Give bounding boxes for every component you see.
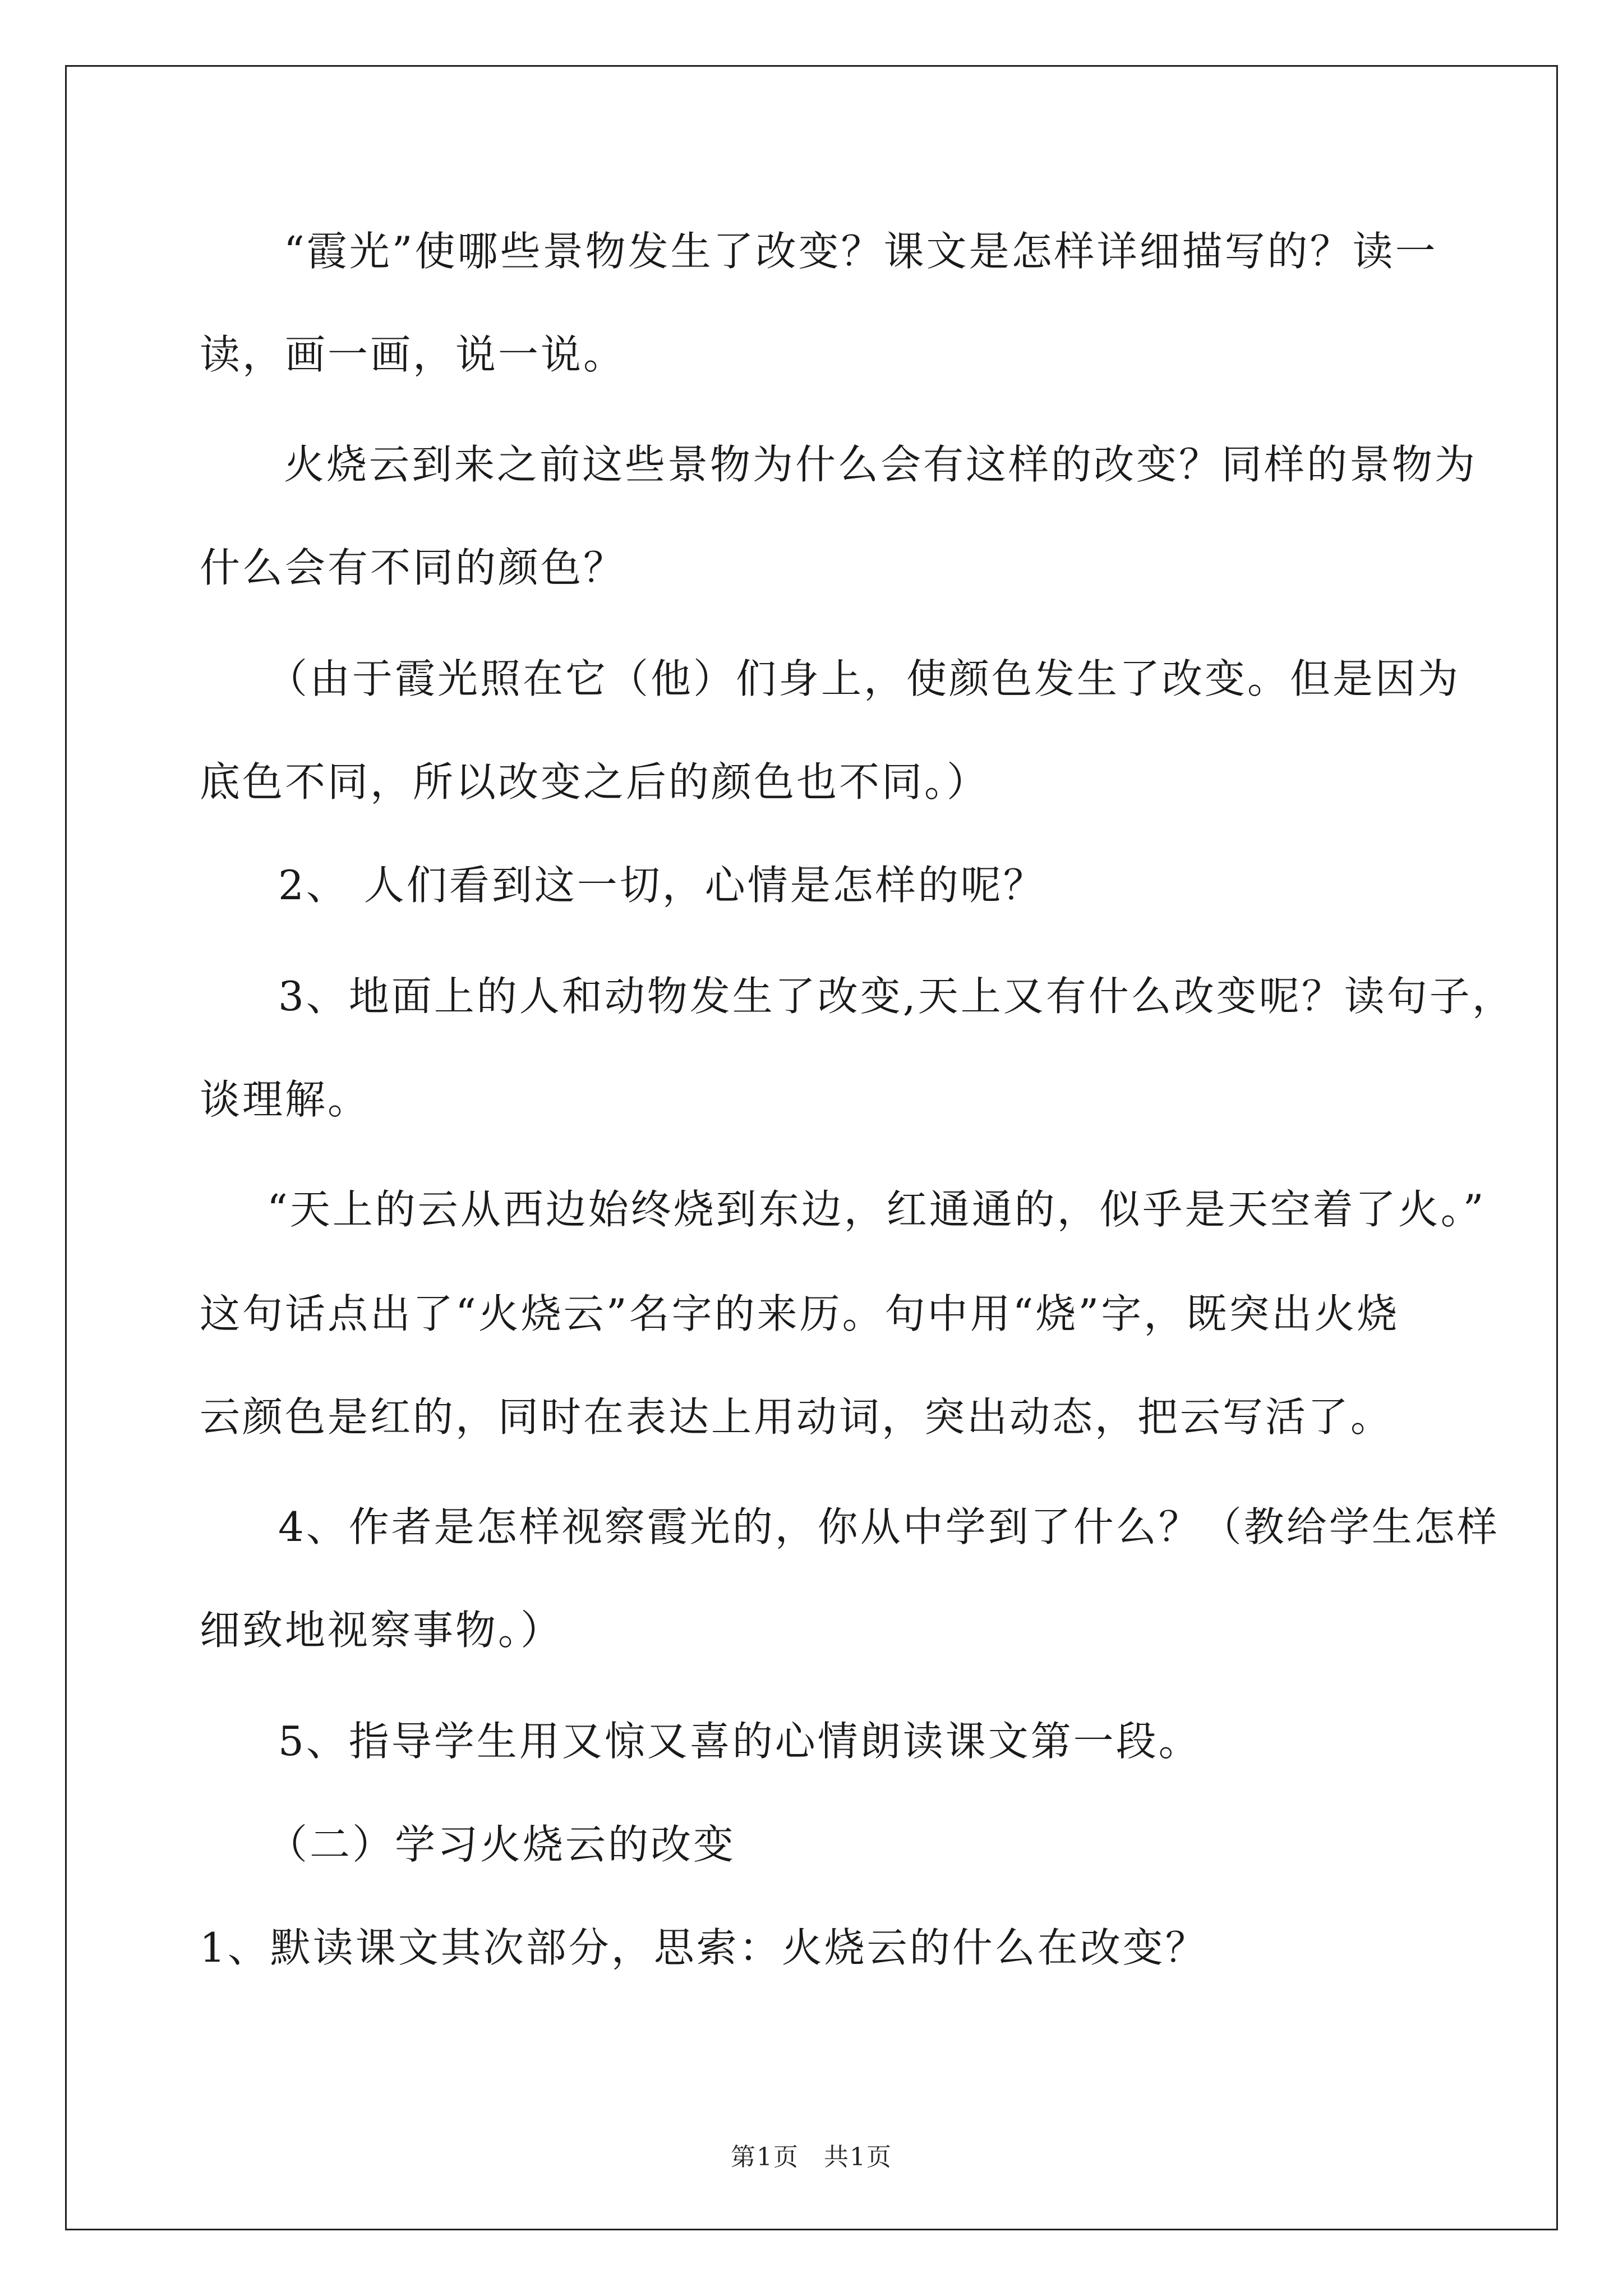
text-line-16: （二）学习火烧云的改变 — [267, 1821, 736, 1868]
text-line-4: 什么会有不同的颜色？ — [200, 544, 626, 591]
page-number: 第1页 — [731, 2143, 799, 2171]
text-line-6: 底色不同，所以改变之后的颜色也不同。） — [200, 758, 990, 806]
text-line-5: （由于霞光照在它（他）们身上，使颜色发生了改变。但是因为 — [267, 655, 1461, 702]
page-total: 共1页 — [824, 2143, 892, 2171]
text-line-14: 细致地视察事物。） — [200, 1607, 564, 1654]
text-line-2: 读，画一画，说一说。 — [200, 331, 626, 378]
text-line-15: 5、指导学生用又惊又喜的心情朗读课文第一段。 — [278, 1718, 1201, 1765]
text-line-3: 火烧云到来之前这些景物为什么会有这样的改变？同样的景物为 — [284, 441, 1478, 488]
text-line-8: 3、地面上的人和动物发生了改变,天上又有什么改变呢？读句子， — [278, 973, 1515, 1020]
text-line-9: 谈理解。 — [200, 1076, 371, 1123]
text-line-1: “霞光”使哪些景物发生了改变？课文是怎样详细描写的？读一 — [284, 228, 1438, 275]
text-line-12: 云颜色是红的，同时在表达上用动词，突出动态，把云写活了。 — [200, 1393, 1394, 1441]
text-line-7: 2、 人们看到这一切，心情是怎样的呢？ — [278, 862, 1046, 909]
text-line-10: “天上的云从西边始终烧到东边，红通通的，似乎是天空着了火。” — [267, 1186, 1486, 1233]
text-line-17: 1、默读课文其次部分，思索：火烧云的什么在改变？ — [200, 1924, 1208, 1971]
text-line-13: 4、作者是怎样视察霞光的，你从中学到了什么？（教给学生怎样 — [278, 1503, 1500, 1550]
page-footer — [0, 2141, 1623, 2174]
text-line-11: 这句话点出了“火烧云”名字的来历。句中用“烧”字，既突出火烧 — [200, 1290, 1400, 1337]
